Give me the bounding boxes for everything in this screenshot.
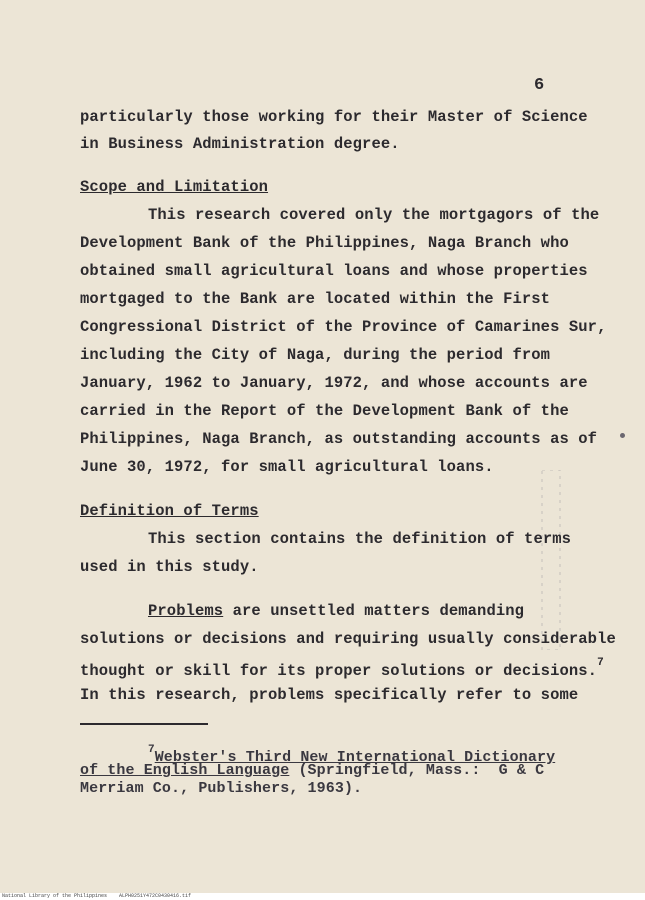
- ink-spot: [620, 433, 625, 438]
- faded-stamp-mark: [538, 470, 564, 650]
- intro-line-1: particularly those working for their Master of Science: [80, 108, 588, 126]
- intro-line-2: in Business Administration degree.: [80, 135, 400, 153]
- problems-line-1: [148, 602, 524, 620]
- footnote-publisher-place: (Springfield, Mass.: G & C: [289, 762, 545, 779]
- problems-line-4: In this research, problems specifically refer to some: [80, 686, 579, 704]
- problems-first-rest: are unsettled matters demanding: [223, 602, 525, 620]
- footnote-separator: [80, 723, 208, 725]
- problems-line-3: [80, 658, 604, 680]
- footnote-title-2: of the English Language: [80, 762, 290, 779]
- scan-footer-caption: National Library of the Philippines ALPH0251Y472C0430416.tif: [0, 893, 645, 900]
- scope-line-7: January, 1962 to January, 1972, and whose accounts are: [80, 374, 588, 392]
- scope-line-8: carried in the Report of the Development Bank of the: [80, 402, 569, 420]
- scope-line-2: Development Bank of the Philippines, Naga Branch who: [80, 234, 569, 252]
- problems-line-2: solutions or decisions and requiring usually considerable: [80, 630, 616, 648]
- scope-line-9: Philippines, Naga Branch, as outstanding accounts as of: [80, 430, 598, 448]
- scope-line-3: obtained small agricultural loans and whose properties: [80, 262, 588, 280]
- definition-heading: Definition of Terms: [80, 502, 259, 520]
- footnote-line-2: [80, 762, 544, 780]
- scope-line-4: mortgaged to the Bank are located within the First: [80, 290, 551, 308]
- scope-heading: Scope and Limitation: [80, 178, 269, 196]
- definition-line-1: This section contains the definition of terms: [148, 530, 572, 548]
- problems-line-3-text: thought or skill for its proper solutions or decisions.: [80, 662, 598, 681]
- footnote-line-3: Merriam Co., Publishers, 1963).: [80, 780, 363, 797]
- scope-line-1: This research covered only the mortgagors of the: [148, 206, 600, 224]
- page-number: 6: [534, 76, 545, 95]
- scope-line-6: including the City of Naga, during the period from: [80, 346, 551, 364]
- footnote-reference: 7: [597, 657, 604, 669]
- definition-line-2: used in this study.: [80, 558, 259, 576]
- footnote-number: 7: [148, 744, 155, 756]
- scope-line-5: Congressional District of the Province of Camarines Sur,: [80, 318, 607, 336]
- scope-line-10: June 30, 1972, for small agricultural loans.: [80, 458, 494, 476]
- footnote-title-1: Webster's Third New International Dictionary: [154, 749, 556, 766]
- problems-term: Problems: [148, 602, 224, 620]
